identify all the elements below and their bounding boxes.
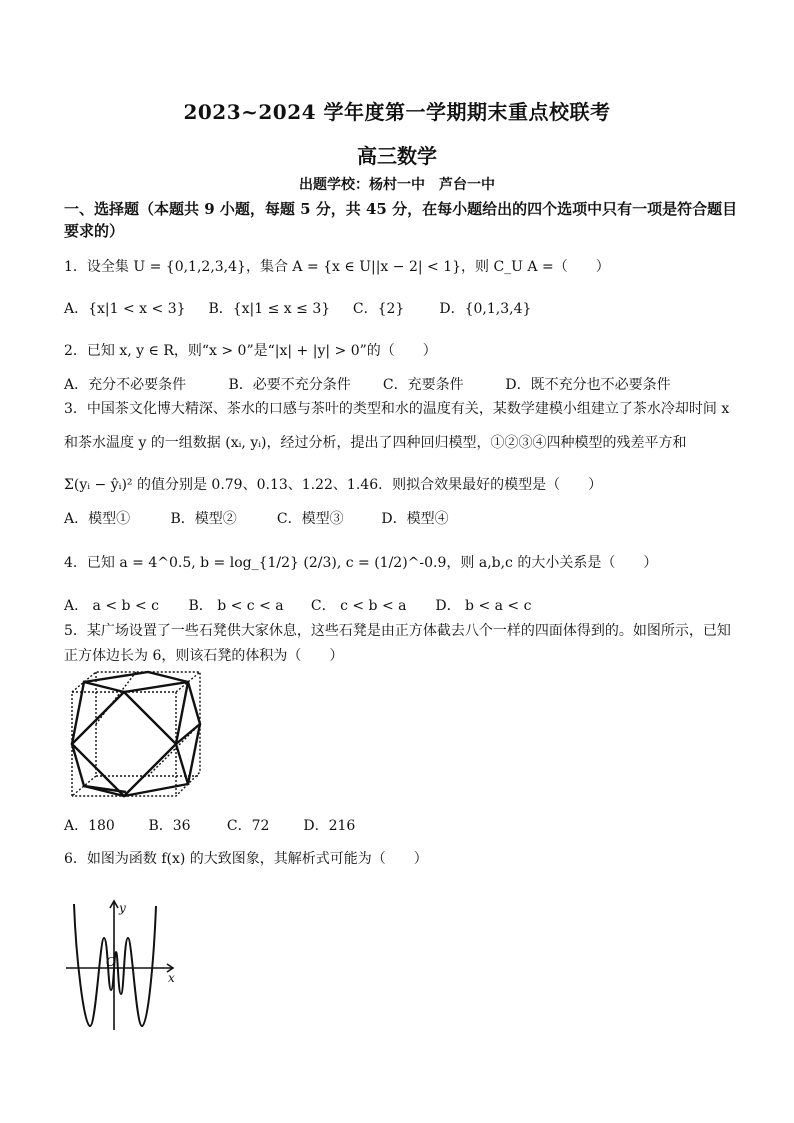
q5-line-2: 正方体边长为 6，则该石凳的体积为（ ） bbox=[64, 648, 344, 664]
q3-option-a: A．模型① bbox=[64, 511, 131, 527]
q3-line-3: Σ(yᵢ − ŷᵢ)² 的值分别是 0.79、0.13、1.22、1.46．则拟合效果最好的模型是（ ） bbox=[64, 477, 603, 493]
exam-subject: 高三数学 bbox=[357, 144, 437, 168]
section-heading: 一、选择题（本题共 9 小题，每题 5 分，共 45 分，在每小题给出的四个选项中只有一项是符合题目要求的） bbox=[64, 200, 738, 240]
q4-options bbox=[64, 595, 531, 615]
q2-option-b: B．必要不充分条件 bbox=[228, 377, 351, 393]
q2-stem: 2．已知 x, y ∈ R，则“x > 0”是“|x| + |y| > 0”的（ ） bbox=[64, 343, 437, 359]
q6-stem: 6．如图为函数 f(x) 的大致图象，其解析式可能为（ ） bbox=[64, 851, 428, 867]
q1-option-c: C．{2} bbox=[352, 301, 405, 317]
graph-label-x: x bbox=[168, 971, 175, 985]
q1-option-a: A．{x|1 < x < 3} bbox=[64, 301, 186, 317]
q5-line-1: 5．某广场设置了一些石凳供大家休息，这些石凳是由正方体截去八个一样的四面体得到的。如图所示，已知 bbox=[64, 623, 731, 639]
q5-option-b: B．36 bbox=[148, 818, 191, 834]
q4-option-c: C． c < b < a bbox=[310, 598, 407, 614]
q1-stem: 1．设全集 U = {0,1,2,3,4}，集合 A = {x ∈ U||x − 2| < 1}，则 C_U A =（ ） bbox=[64, 259, 610, 275]
exam-title: 2023~2024 学年度第一学期期末重点校联考 bbox=[183, 100, 611, 124]
q4-stem: 4．已知 a = 4^0.5, b = log_{1/2} (2/3), c = (1/2)^-0.9，则 a,b,c 的大小关系是（ ） bbox=[64, 555, 658, 571]
q2-option-d: D．既不充分也不必要条件 bbox=[505, 377, 671, 393]
q1-option-b: B．{x|1 ≤ x ≤ 3} bbox=[208, 301, 331, 317]
q4-option-d: D． b < a < c bbox=[435, 598, 532, 614]
q5-option-a: A．180 bbox=[64, 818, 115, 834]
function-graph bbox=[64, 898, 180, 1034]
graph-label-y: y bbox=[119, 901, 126, 915]
q3-option-d: D．模型④ bbox=[381, 511, 449, 527]
q3-line-2: 和茶水温度 y 的一组数据 (xᵢ, yᵢ)，经过分析，提出了四种回归模型，①②③④四种模型的残差平方和 bbox=[64, 435, 687, 451]
q1-option-d: D．{0,1,3,4} bbox=[439, 301, 532, 317]
truncated-cube-figure bbox=[66, 668, 206, 802]
q4-option-b: B． b < c < a bbox=[188, 598, 284, 614]
q3-line-1: 3．中国茶文化博大精深、茶水的口感与茶叶的类型和水的温度有关，某数学建模小组建立了茶水冷却时间 x bbox=[64, 401, 730, 417]
graph-label-origin: O bbox=[106, 955, 116, 969]
q3-option-b: B．模型② bbox=[170, 511, 237, 527]
q3-option-c: C．模型③ bbox=[276, 511, 344, 527]
exam-schools: 出题学校：杨村一中 芦台一中 bbox=[299, 177, 495, 193]
q5-option-d: D．216 bbox=[303, 818, 356, 834]
q2-option-a: A．充分不必要条件 bbox=[64, 377, 187, 393]
q2-option-c: C．充要条件 bbox=[382, 377, 464, 393]
q3-options bbox=[64, 508, 449, 528]
q1-options bbox=[64, 298, 531, 318]
q4-option-a: A． a < b < c bbox=[64, 598, 159, 614]
q2-options bbox=[64, 374, 671, 394]
q5-option-c: C．72 bbox=[226, 818, 270, 834]
q5-options bbox=[64, 815, 355, 835]
